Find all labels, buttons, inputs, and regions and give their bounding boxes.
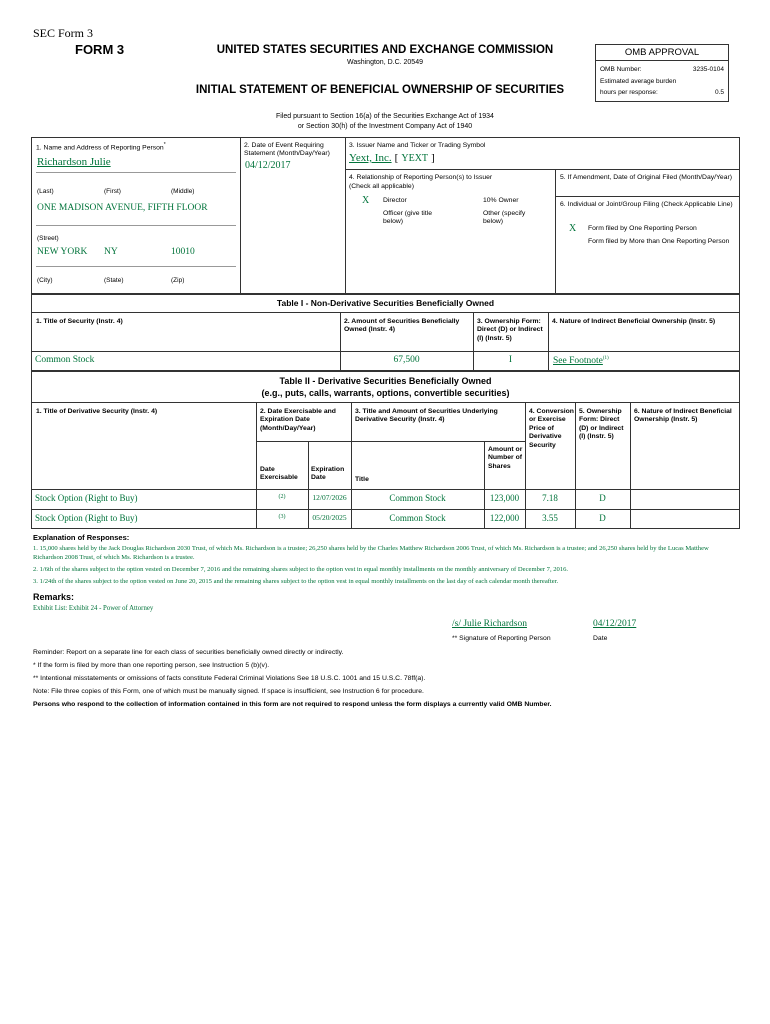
table-1-title: Table I - Non-Derivative Securities Beneficially Owned bbox=[276, 298, 495, 308]
signature-date-label: Date bbox=[593, 635, 608, 642]
table-2-sub-expiration: Expiration Date bbox=[311, 466, 345, 482]
table-2-row-1-price: 7.18 bbox=[542, 493, 558, 503]
commission-title: UNITED STATES SECURITIES AND EXCHANGE COMMISSION bbox=[216, 44, 554, 56]
note-omb: Persons who respond to the collection of information contained in this form are not required to respond unless the form displays a currently valid OMB Number. bbox=[33, 701, 552, 708]
street-address: ONE MADISON AVENUE, FIFTH FLOOR bbox=[37, 203, 208, 213]
explanation-item-2: 2. 1/6th of the shares subject to the option vested on December 7, 2016 and the remaining shares subject to the option vest in equal monthly installments on the monthly anniversary of December 7, 2016. bbox=[33, 566, 569, 573]
omb-number-label: OMB Number: bbox=[600, 66, 642, 73]
table-2-row-1-exercisable: (2) bbox=[278, 494, 286, 500]
issuer-label: 3. Issuer Name and Ticker or Trading Symbol bbox=[349, 142, 486, 149]
more-persons-label: Form filed by More than One Reporting Person bbox=[588, 238, 730, 245]
zip-value: 10010 bbox=[171, 247, 195, 257]
first-name-label: (First) bbox=[104, 188, 121, 195]
table-2-row-1-amount: 123,000 bbox=[489, 493, 520, 503]
explanation-item-1: 1. 15,000 shares held by the Jack Douglas Richardson 2030 Trust, of which Ms. Richardson is a trustee; 26,250 shares held by the Charles Matthew Richardson 2006 Trust, of which Ms. Richardson is a trustee; and 26,250 shares held by the Lucas Matthew Richardson 2008 Trust, of which Ms. Richardson is a trustee. bbox=[33, 545, 709, 562]
filing-label: 6. Individual or Joint/Group Filing (Check Applicable Line) bbox=[560, 201, 733, 208]
commission-city: Washington, D.C. 20549 bbox=[346, 59, 423, 66]
issuer-name-row: Yext, Inc. [ YEXT ] bbox=[349, 152, 435, 164]
table-2-title: Table II - Derivative Securities Beneficially Owned bbox=[279, 376, 492, 386]
form-number: FORM 3 bbox=[75, 42, 125, 57]
issuer-ticker: YEXT bbox=[401, 153, 429, 164]
reporting-person-label: 1. Name and Address of Reporting Person* bbox=[36, 142, 166, 152]
table-2-row-1-form: D bbox=[599, 493, 606, 503]
table-2-subtitle: (e.g., puts, calls, warrants, options, convertible securities) bbox=[261, 388, 510, 398]
filed-line-2: or Section 30(h) of the Investment Company Act of 1940 bbox=[297, 123, 473, 130]
signature-name-label: ** Signature of Reporting Person bbox=[452, 635, 551, 642]
relationship-label-2: (Check all applicable) bbox=[349, 183, 414, 190]
table-1-col-form: 3. Ownership Form: Direct (D) or Indirect (I) (Instr. 5) bbox=[477, 318, 543, 342]
table-2-col-nature: 6. Nature of Indirect Beneficial Ownership (Instr. 5) bbox=[634, 408, 732, 424]
officer-label: Officer (give title below) bbox=[383, 210, 432, 226]
table-2-row-1-title: Stock Option (Right to Buy) bbox=[35, 493, 138, 503]
amendment-label: 5. If Amendment, Date of Original Filed (Month/Day/Year) bbox=[560, 174, 733, 181]
table-2-row-1-expiration: 12/07/2026 bbox=[312, 493, 347, 502]
director-check-mark[interactable]: X bbox=[362, 195, 370, 206]
table-1-col-amount: 2. Amount of Securities Beneficially Owned (Instr. 4) bbox=[344, 318, 460, 334]
table-1-col-title: 1. Title of Security (Instr. 4) bbox=[36, 318, 123, 325]
remarks-title: Remarks: bbox=[33, 592, 75, 602]
one-person-check-mark[interactable]: X bbox=[569, 223, 577, 234]
table-2-sub-amount: Amount or Number of Shares bbox=[488, 446, 523, 470]
table-2-row-2-amount: 122,000 bbox=[489, 513, 520, 523]
last-name-label: (Last) bbox=[37, 188, 54, 195]
table-2-row-2-expiration: 05/20/2025 bbox=[312, 513, 347, 522]
filed-line-1: Filed pursuant to Section 16(a) of the Securities Exchange Act of 1934 bbox=[276, 113, 494, 120]
note-copies: Note: File three copies of this Form, one of which must be manually signed. If space is insufficient, see Instruction 6 for procedure. bbox=[33, 688, 424, 695]
relationship-label-1: 4. Relationship of Reporting Person(s) to Issuer bbox=[349, 174, 493, 181]
table-2-row-2-form: D bbox=[599, 513, 606, 523]
street-label: (Street) bbox=[37, 235, 59, 242]
table-1-row-title: Common Stock bbox=[35, 355, 95, 365]
omb-burden: 0.5 bbox=[714, 89, 724, 96]
omb-title: OMB APPROVAL bbox=[624, 47, 700, 58]
omb-burden-label-1: Estimated average burden bbox=[600, 78, 677, 85]
sec-form-label: SEC Form 3 bbox=[33, 26, 94, 40]
table-2-row-2-exercisable: (3) bbox=[278, 514, 286, 520]
city-value: NEW YORK bbox=[37, 247, 88, 257]
city-label: (City) bbox=[37, 277, 53, 284]
table-2-row-2-title: Stock Option (Right to Buy) bbox=[35, 513, 138, 523]
director-label: Director bbox=[383, 197, 407, 204]
signature-date: 04/12/2017 bbox=[593, 619, 637, 629]
reporting-person-name[interactable]: Richardson Julie bbox=[37, 156, 111, 168]
one-person-label: Form filed by One Reporting Person bbox=[588, 225, 697, 232]
table-2-col-title: 1. Title of Derivative Security (Instr. 4) bbox=[36, 408, 158, 415]
table-2-sub-title: Title bbox=[355, 476, 369, 483]
table-1-row-amount: 67,500 bbox=[393, 355, 420, 365]
zip-label: (Zip) bbox=[171, 277, 185, 284]
explanation-title: Explanation of Responses: bbox=[33, 533, 130, 542]
explanation-item-3: 3. 1/24th of the shares subject to the option vested on June 20, 2015 and the remaining shares subject to the option vest in equal monthly installments on the last day of each calendar month thereafter. bbox=[33, 578, 559, 585]
table-2-row-1-underlying: Common Stock bbox=[389, 493, 446, 503]
other-label: Other (specify below) bbox=[483, 210, 526, 226]
state-label: (State) bbox=[104, 277, 124, 284]
table-2-row-2-underlying: Common Stock bbox=[389, 513, 446, 523]
table-1-row-nature[interactable]: See Footnote$^{(1)}$ bbox=[553, 355, 609, 366]
table-2-col-price: 4. Conversion or Exercise Price of Derivative Security bbox=[529, 408, 574, 449]
table-2-col-dates: 2. Date Exercisable and Expiration Date (Month/Day/Year) bbox=[260, 408, 336, 432]
issuer-name-link[interactable]: Yext, Inc. bbox=[349, 152, 392, 164]
note-misstatements: ** Intentional misstatements or omissions of facts constitute Federal Criminal Violations See 18 U.S.C. 1001 and 15 U.S.C. 78ff(a). bbox=[33, 675, 426, 682]
state-value: NY bbox=[104, 247, 118, 257]
table-1-row-form: I bbox=[508, 355, 513, 365]
page-title: INITIAL STATEMENT OF BENEFICIAL OWNERSHIP OF SECURITIES bbox=[195, 84, 565, 96]
omb-burden-label-2: hours per response: bbox=[600, 89, 658, 96]
table-2-col-form: 5. Ownership Form: Direct (D) or Indirect (I) (Instr. 5) bbox=[579, 408, 624, 441]
table-1-col-nature: 4. Nature of Indirect Beneficial Ownership (Instr. 5) bbox=[552, 318, 716, 325]
table-2-sub-exercisable: Date Exercisable bbox=[260, 466, 298, 482]
note-reminder: Reminder: Report on a separate line for each class of securities beneficially owned directly or indirectly. bbox=[33, 649, 344, 656]
remarks-text: Exhibit List: Exhibit 24 - Power of Attorney bbox=[33, 605, 154, 612]
signature-name: /s/ Julie Richardson bbox=[452, 619, 527, 629]
omb-number: 3235-0104 bbox=[692, 66, 724, 73]
middle-name-label: (Middle) bbox=[171, 188, 195, 195]
table-2-col-underlying: 3. Title and Amount of Securities Underlying Derivative Security (Instr. 4) bbox=[355, 408, 498, 424]
note-multiple-persons: * If the form is filed by more than one reporting person, see Instruction 5 (b)(v). bbox=[33, 662, 270, 669]
table-2-row-2-price: 3.55 bbox=[542, 513, 558, 523]
ten-percent-owner-label: 10% Owner bbox=[483, 197, 519, 204]
event-date-label: 2. Date of Event Requiring Statement (Month/Day/Year) bbox=[244, 142, 330, 158]
event-date: 04/12/2017 bbox=[245, 160, 291, 171]
